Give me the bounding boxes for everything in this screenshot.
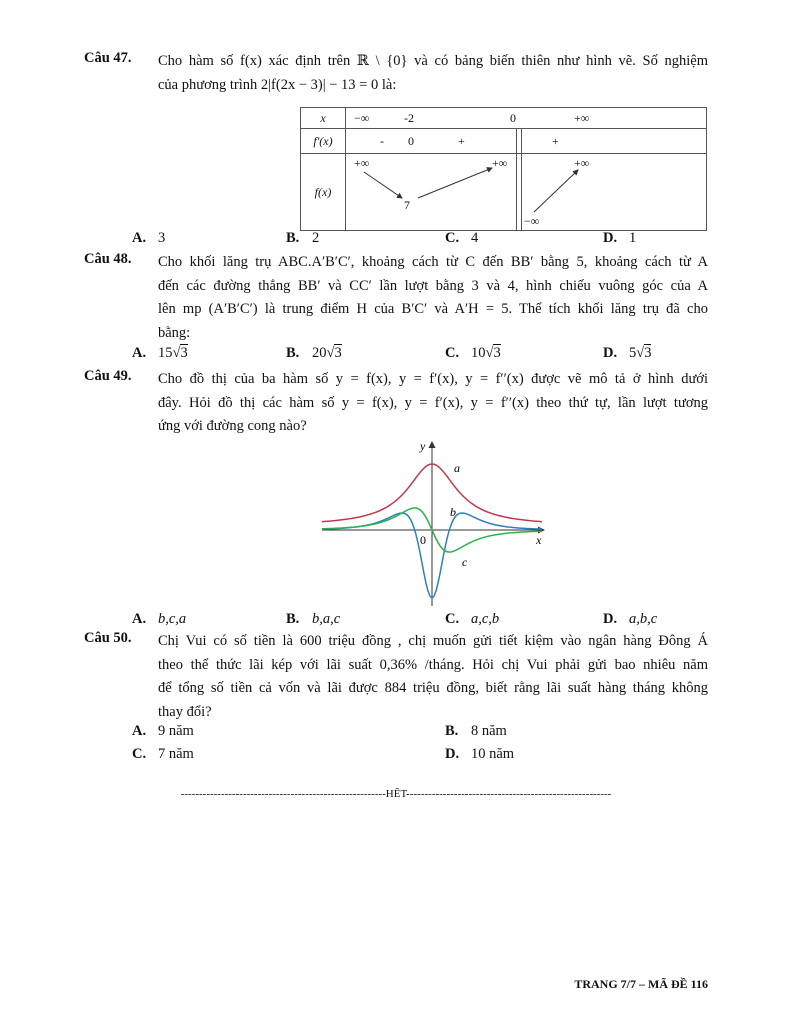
arrow-increase-1 <box>418 168 492 198</box>
question-50-line-3: để tổng số tiền cả vốn và lãi được 884 triệu đồng, biết rằng lãi suất hàng tháng không <box>158 680 708 696</box>
fprime-sign-2: + <box>458 134 465 148</box>
question-50-line-2: theo thể thức lãi kép với lãi suất 0,36% /tháng. Hỏi chị Vui phải gửi bao nhiêu năm <box>158 656 708 673</box>
q49-answer-a[interactable]: A. b,c,a <box>132 611 187 627</box>
variation-table-fprime-row <box>346 129 707 154</box>
x-value-minus-2: -2 <box>404 111 414 125</box>
question-47-label: Câu 47. <box>84 50 132 66</box>
q47-answer-a[interactable]: A. 3 <box>132 230 166 246</box>
question-48-line-2: đến các đường thẳng BB′ và CC′ lần lượt bằng 3 và 4, hình chiếu vuông góc của A <box>158 277 708 294</box>
question-48-label: Câu 48. <box>84 251 132 267</box>
q48-answer-a[interactable]: A. 15√3 <box>132 345 188 361</box>
fprime-zero: 0 <box>408 134 414 148</box>
question-50-text <box>158 630 708 724</box>
question-47-line-2: của phương trình 2|f(2x − 3)| − 13 = 0 là: <box>158 76 397 93</box>
curve-b-label: b <box>450 505 456 519</box>
curve-a-label: a <box>454 461 460 475</box>
variation-table-f-row <box>346 154 707 231</box>
question-47-answers <box>84 230 708 250</box>
fprime-sign-3: + <box>552 134 559 148</box>
q50-answer-a[interactable]: A. 9 năm <box>132 723 194 739</box>
f-value-pos-inf-3: +∞ <box>574 156 590 170</box>
variation-table-x-label: x <box>301 108 346 129</box>
x-value-neg-inf: −∞ <box>354 111 370 125</box>
curve-c-label: c <box>462 555 468 569</box>
f-value-neg-inf: −∞ <box>524 214 540 228</box>
q50-answer-d[interactable]: D. 10 năm <box>445 746 515 762</box>
q48-answer-c[interactable]: C. 10√3 <box>445 345 501 361</box>
question-50-answers-row-2 <box>84 746 708 766</box>
page-footer: TRANG 7/7 – MÃ ĐỀ 116 <box>574 977 708 991</box>
variation-table-f-label: f(x) <box>301 154 346 231</box>
question-48-line-3: lên mp (A′B′C′) là trung điểm H của B′C′ và A′H = 5. Thể tích khối lăng trụ đã cho <box>158 301 708 317</box>
q50-answer-b[interactable]: B. 8 năm <box>445 723 507 739</box>
x-value-pos-inf: +∞ <box>574 111 590 125</box>
q49-answer-d[interactable]: D. a,b,c <box>603 611 658 627</box>
fprime-sign-1: - <box>380 134 384 148</box>
q48-answer-b[interactable]: B. 20√3 <box>286 345 342 361</box>
f-value-pos-inf-1: +∞ <box>354 156 370 170</box>
x-axis-label: x <box>536 533 542 547</box>
q50-answer-c[interactable]: C. 7 năm <box>132 746 194 762</box>
question-48-line-4: bằng: <box>158 324 191 341</box>
question-50-label: Câu 50. <box>84 630 132 646</box>
question-49-line-3: ứng với đường cong nào? <box>158 418 307 434</box>
f-value-seven: 7 <box>404 198 410 212</box>
end-of-exam-mark: --------------------------------------------------------HẾT-------------------------------------------------------- <box>180 788 612 800</box>
fprime-double-bar <box>516 129 522 153</box>
question-50-line-1: Chị Vui có số tiền là 600 triệu đồng , chị muốn gửi tiết kiệm vào ngân hàng Đông Á <box>158 633 708 649</box>
q48-answer-d[interactable]: D. 5√3 <box>603 345 652 361</box>
y-axis-label: y <box>420 439 426 453</box>
question-49-text <box>158 368 708 439</box>
q47-answer-b[interactable]: B. 2 <box>286 230 320 246</box>
arrow-decrease <box>364 172 402 198</box>
variation-arrows <box>346 154 611 230</box>
question-49-line-2: đây. Hỏi đồ thị các hàm số y = f(x), y = f′(x), y = f′′(x) theo thứ tự, lần lượt tương <box>158 394 708 411</box>
x-value-zero: 0 <box>510 111 516 125</box>
question-49-answers <box>84 611 708 631</box>
question-50-line-4: thay đổi? <box>158 703 212 720</box>
question-50-answers-row-1 <box>84 723 708 743</box>
function-graphs <box>318 438 550 608</box>
origin-label: 0 <box>420 533 426 547</box>
variation-table-fprime-label: f'(x) <box>301 129 346 154</box>
question-48-line-1: Cho khối lăng trụ ABC.A′B′C′, khoảng cách từ C đến BB′ bằng 5, khoảng cách từ A <box>158 254 708 270</box>
arrow-increase-2 <box>534 170 578 212</box>
variation-table <box>300 107 707 231</box>
q47-answer-c[interactable]: C. 4 <box>445 230 479 246</box>
question-48-answers <box>84 345 708 365</box>
variation-table-x-row <box>346 108 707 129</box>
q49-answer-b[interactable]: B. b,a,c <box>286 611 341 627</box>
question-49-line-1: Cho đồ thị của ba hàm số y = f(x), y = f′(x), y = f′′(x) được vẽ mô tả ở hình dưới <box>158 371 708 387</box>
q49-answer-c[interactable]: C. a,c,b <box>445 611 500 627</box>
question-48-text <box>158 251 708 345</box>
question-47-text <box>158 50 708 97</box>
question-47-line-1: Cho hàm số f(x) xác định trên ℝ \ {0} và có bảng biến thiên như hình vẽ. Số nghiệm <box>158 53 708 69</box>
q47-answer-d[interactable]: D. 1 <box>603 230 637 246</box>
question-49-label: Câu 49. <box>84 368 132 384</box>
f-value-pos-inf-2: +∞ <box>492 156 508 170</box>
